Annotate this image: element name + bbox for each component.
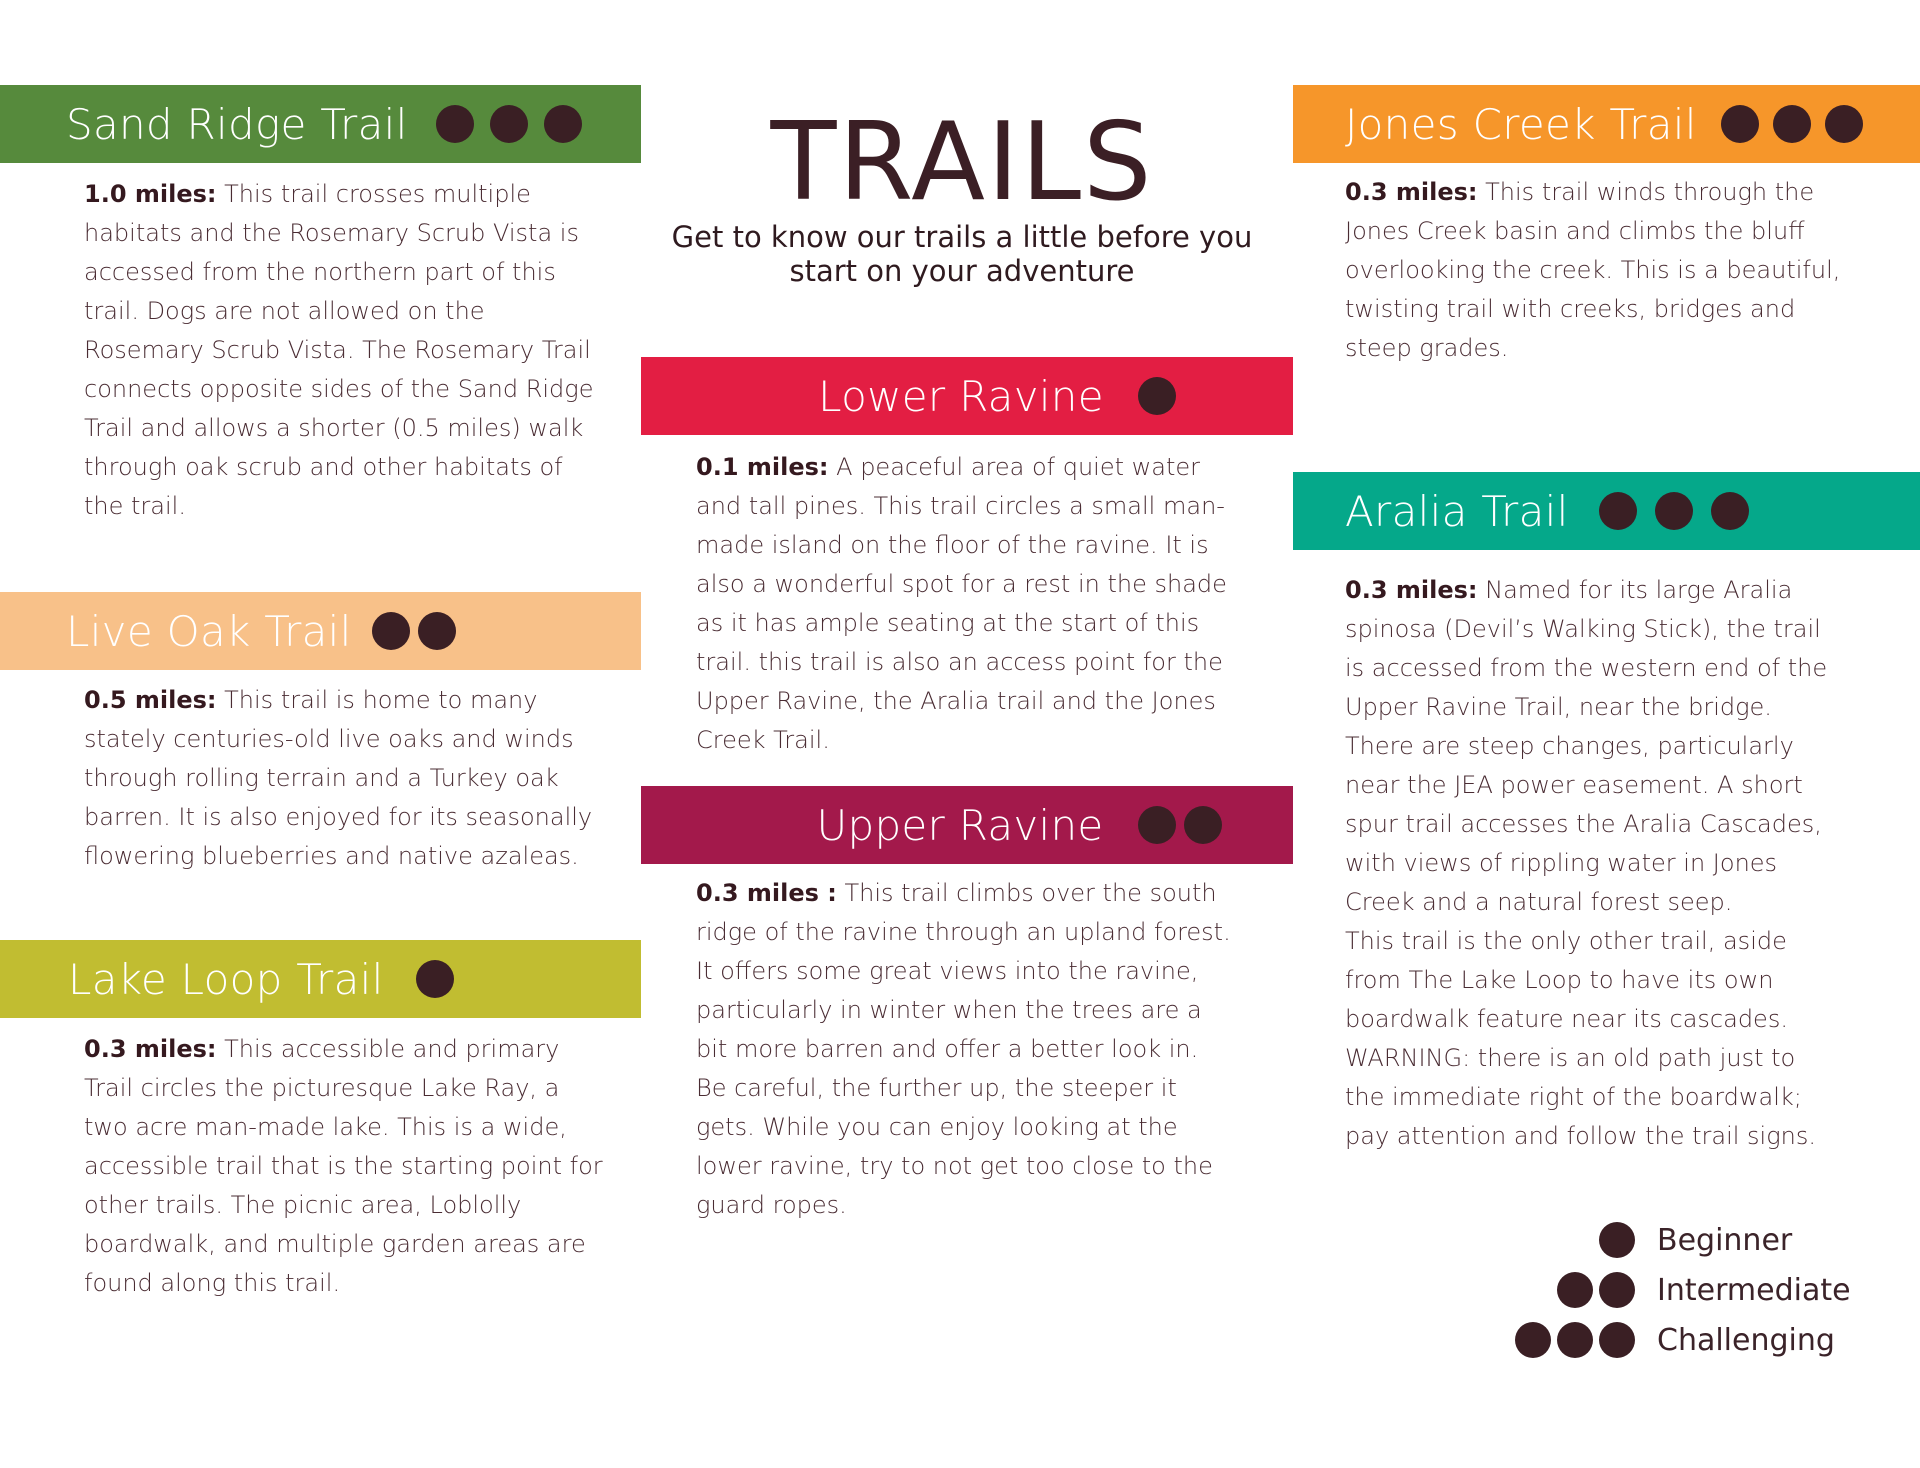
legend-label: Beginner [1657, 1222, 1793, 1258]
trail-description-text: This trail winds through the Jones Creek basin and climbs the bluff overlooking the creek. This is a beautiful, twisting trail with creeks, bridges and steep grades. [1345, 178, 1841, 362]
banner-sand-ridge-trail [0, 85, 641, 163]
page-subtitle: Get to know our trails a little before you start on your adventure [671, 220, 1253, 288]
difficulty-beginner-dots [1138, 377, 1176, 415]
page-title: TRAILS [770, 100, 1154, 225]
legend-row-beginner [1515, 1215, 1851, 1265]
trail-description-lower-ravine [696, 448, 1236, 760]
banner-lake-loop-trail [0, 940, 641, 1018]
difficulty-dot-icon [1599, 492, 1637, 530]
difficulty-dot-icon [1557, 1322, 1593, 1358]
difficulty-challenging-dots [1721, 105, 1863, 143]
legend-dots [1515, 1272, 1635, 1308]
legend-label: Intermediate [1657, 1272, 1851, 1308]
trail-description-text: This trail crosses multiple habitats and the Rosemary Scrub Vista is accessed from the northern part of this trail. Dogs are not allowed on the Rosemary Scrub Vista. The Rosemary Trail connects opposite sides of the Sand Ridge Trail and allows a shorter (0.5 miles) walk through oak scrub and other habitats of the trail. [84, 180, 594, 520]
difficulty-challenging-dots [1599, 492, 1749, 530]
trail-description-text: A peaceful area of quiet water and tall pines. This trail circles a small man-made island on the floor of the ravine. It is also a wonderful spot for a rest in the shade as it has ample seating at the start of this trail. this trail is also an access point for the Upper Ravine, the Aralia trail and the Jones Creek Trail. [696, 453, 1227, 754]
difficulty-dot-icon [1773, 105, 1811, 143]
difficulty-beginner-dots [416, 960, 454, 998]
difficulty-dot-icon [1138, 806, 1176, 844]
banner-aralia-trail [1293, 472, 1920, 550]
difficulty-dot-icon [416, 960, 454, 998]
trail-name: Lake Loop Trail [68, 954, 384, 1004]
trail-description-main [1345, 571, 1835, 922]
difficulty-dot-icon [418, 612, 456, 650]
banner-live-oak-trail [0, 592, 641, 670]
trail-description-sand-ridge [84, 175, 594, 526]
trail-description-extra: This trail is the only other trail, aside from The Lake Loop to have its own boardwalk feature near its cascades. WARNING: there is an old path just to the immediate right of the boardwalk; pay attention and follow the trail signs. [1345, 927, 1816, 1150]
difficulty-dot-icon [1184, 806, 1222, 844]
banner-lower-ravine [641, 357, 1293, 435]
trail-description-lake-loop [84, 1030, 604, 1303]
trail-description-text: This trail is home to many stately centuries-old live oaks and winds through rolling terrain and a Turkey oak barren. It is also enjoyed for its seasonally flowering blueberries and native azaleas. [84, 686, 593, 870]
trail-description-jones-creek [1345, 173, 1865, 368]
page-heading [640, 100, 1284, 288]
trail-description-upper-ravine [696, 874, 1236, 1225]
trail-name: Upper Ravine [816, 800, 1104, 850]
trail-distance: 0.3 miles : [696, 879, 837, 907]
difficulty-dot-icon [490, 105, 528, 143]
trail-distance: 0.3 miles: [1345, 576, 1478, 604]
difficulty-dot-icon [1599, 1222, 1635, 1258]
legend-dots [1515, 1322, 1635, 1358]
difficulty-dot-icon [1599, 1322, 1635, 1358]
difficulty-challenging-dots [436, 105, 582, 143]
difficulty-dot-icon [436, 105, 474, 143]
difficulty-dot-icon [1711, 492, 1749, 530]
difficulty-legend [1515, 1215, 1851, 1365]
legend-row-challenging [1515, 1315, 1851, 1365]
difficulty-intermediate-dots [372, 612, 456, 650]
trail-distance: 0.5 miles: [84, 686, 217, 714]
difficulty-dot-icon [1599, 1272, 1635, 1308]
difficulty-dot-icon [1138, 377, 1176, 415]
banner-jones-creek-trail [1293, 85, 1920, 163]
legend-dots [1515, 1222, 1635, 1258]
trail-name: Jones Creek Trail [1345, 99, 1697, 149]
difficulty-dot-icon [1655, 492, 1693, 530]
trail-description-live-oak [84, 681, 604, 876]
trail-name: Sand Ridge Trail [66, 99, 408, 149]
trail-distance: 0.3 miles: [84, 1035, 217, 1063]
trail-description-text: Named for its large Aralia spinosa (Devil’s Walking Stick), the trail is accessed from the western end of the Upper Ravine Trail, near the bridge. There are steep changes, particularly near the JEA power easement. A short spur trail accesses the Aralia Cascades, with views of rippling water in Jones Creek and a natural forest seep. [1345, 576, 1828, 916]
difficulty-dot-icon [1721, 105, 1759, 143]
trail-description-text: This accessible and primary Trail circles the picturesque Lake Ray, a two acre man-made lake. This is a wide, accessible trail that is the starting point for other trails. The picnic area, Loblolly boardwalk, and multiple garden areas are found along this trail. [84, 1035, 603, 1297]
trail-distance: 0.1 miles: [696, 453, 829, 481]
difficulty-intermediate-dots [1138, 806, 1222, 844]
difficulty-dot-icon [1825, 105, 1863, 143]
difficulty-dot-icon [372, 612, 410, 650]
difficulty-dot-icon [1515, 1322, 1551, 1358]
banner-upper-ravine [641, 786, 1293, 864]
trail-distance: 0.3 miles: [1345, 178, 1478, 206]
trail-name: Lower Ravine [818, 371, 1104, 421]
trail-name: Aralia Trail [1345, 486, 1569, 536]
trail-distance: 1.0 miles: [84, 180, 217, 208]
difficulty-dot-icon [1557, 1272, 1593, 1308]
trail-description-aralia [1345, 571, 1835, 1156]
trail-name: Live Oak Trail [66, 606, 352, 656]
difficulty-dot-icon [544, 105, 582, 143]
legend-label: Challenging [1657, 1322, 1835, 1358]
legend-row-intermediate [1515, 1265, 1851, 1315]
trail-description-text: This trail climbs over the south ridge of the ravine through an upland forest. It offers some great views into the ravine, particularly in winter when the trees are a bit more barren and offer a better look in. Be careful, the further up, the steeper it gets. While you can enjoy looking at the lower ravine, try to not get too close to the guard ropes. [696, 879, 1231, 1219]
